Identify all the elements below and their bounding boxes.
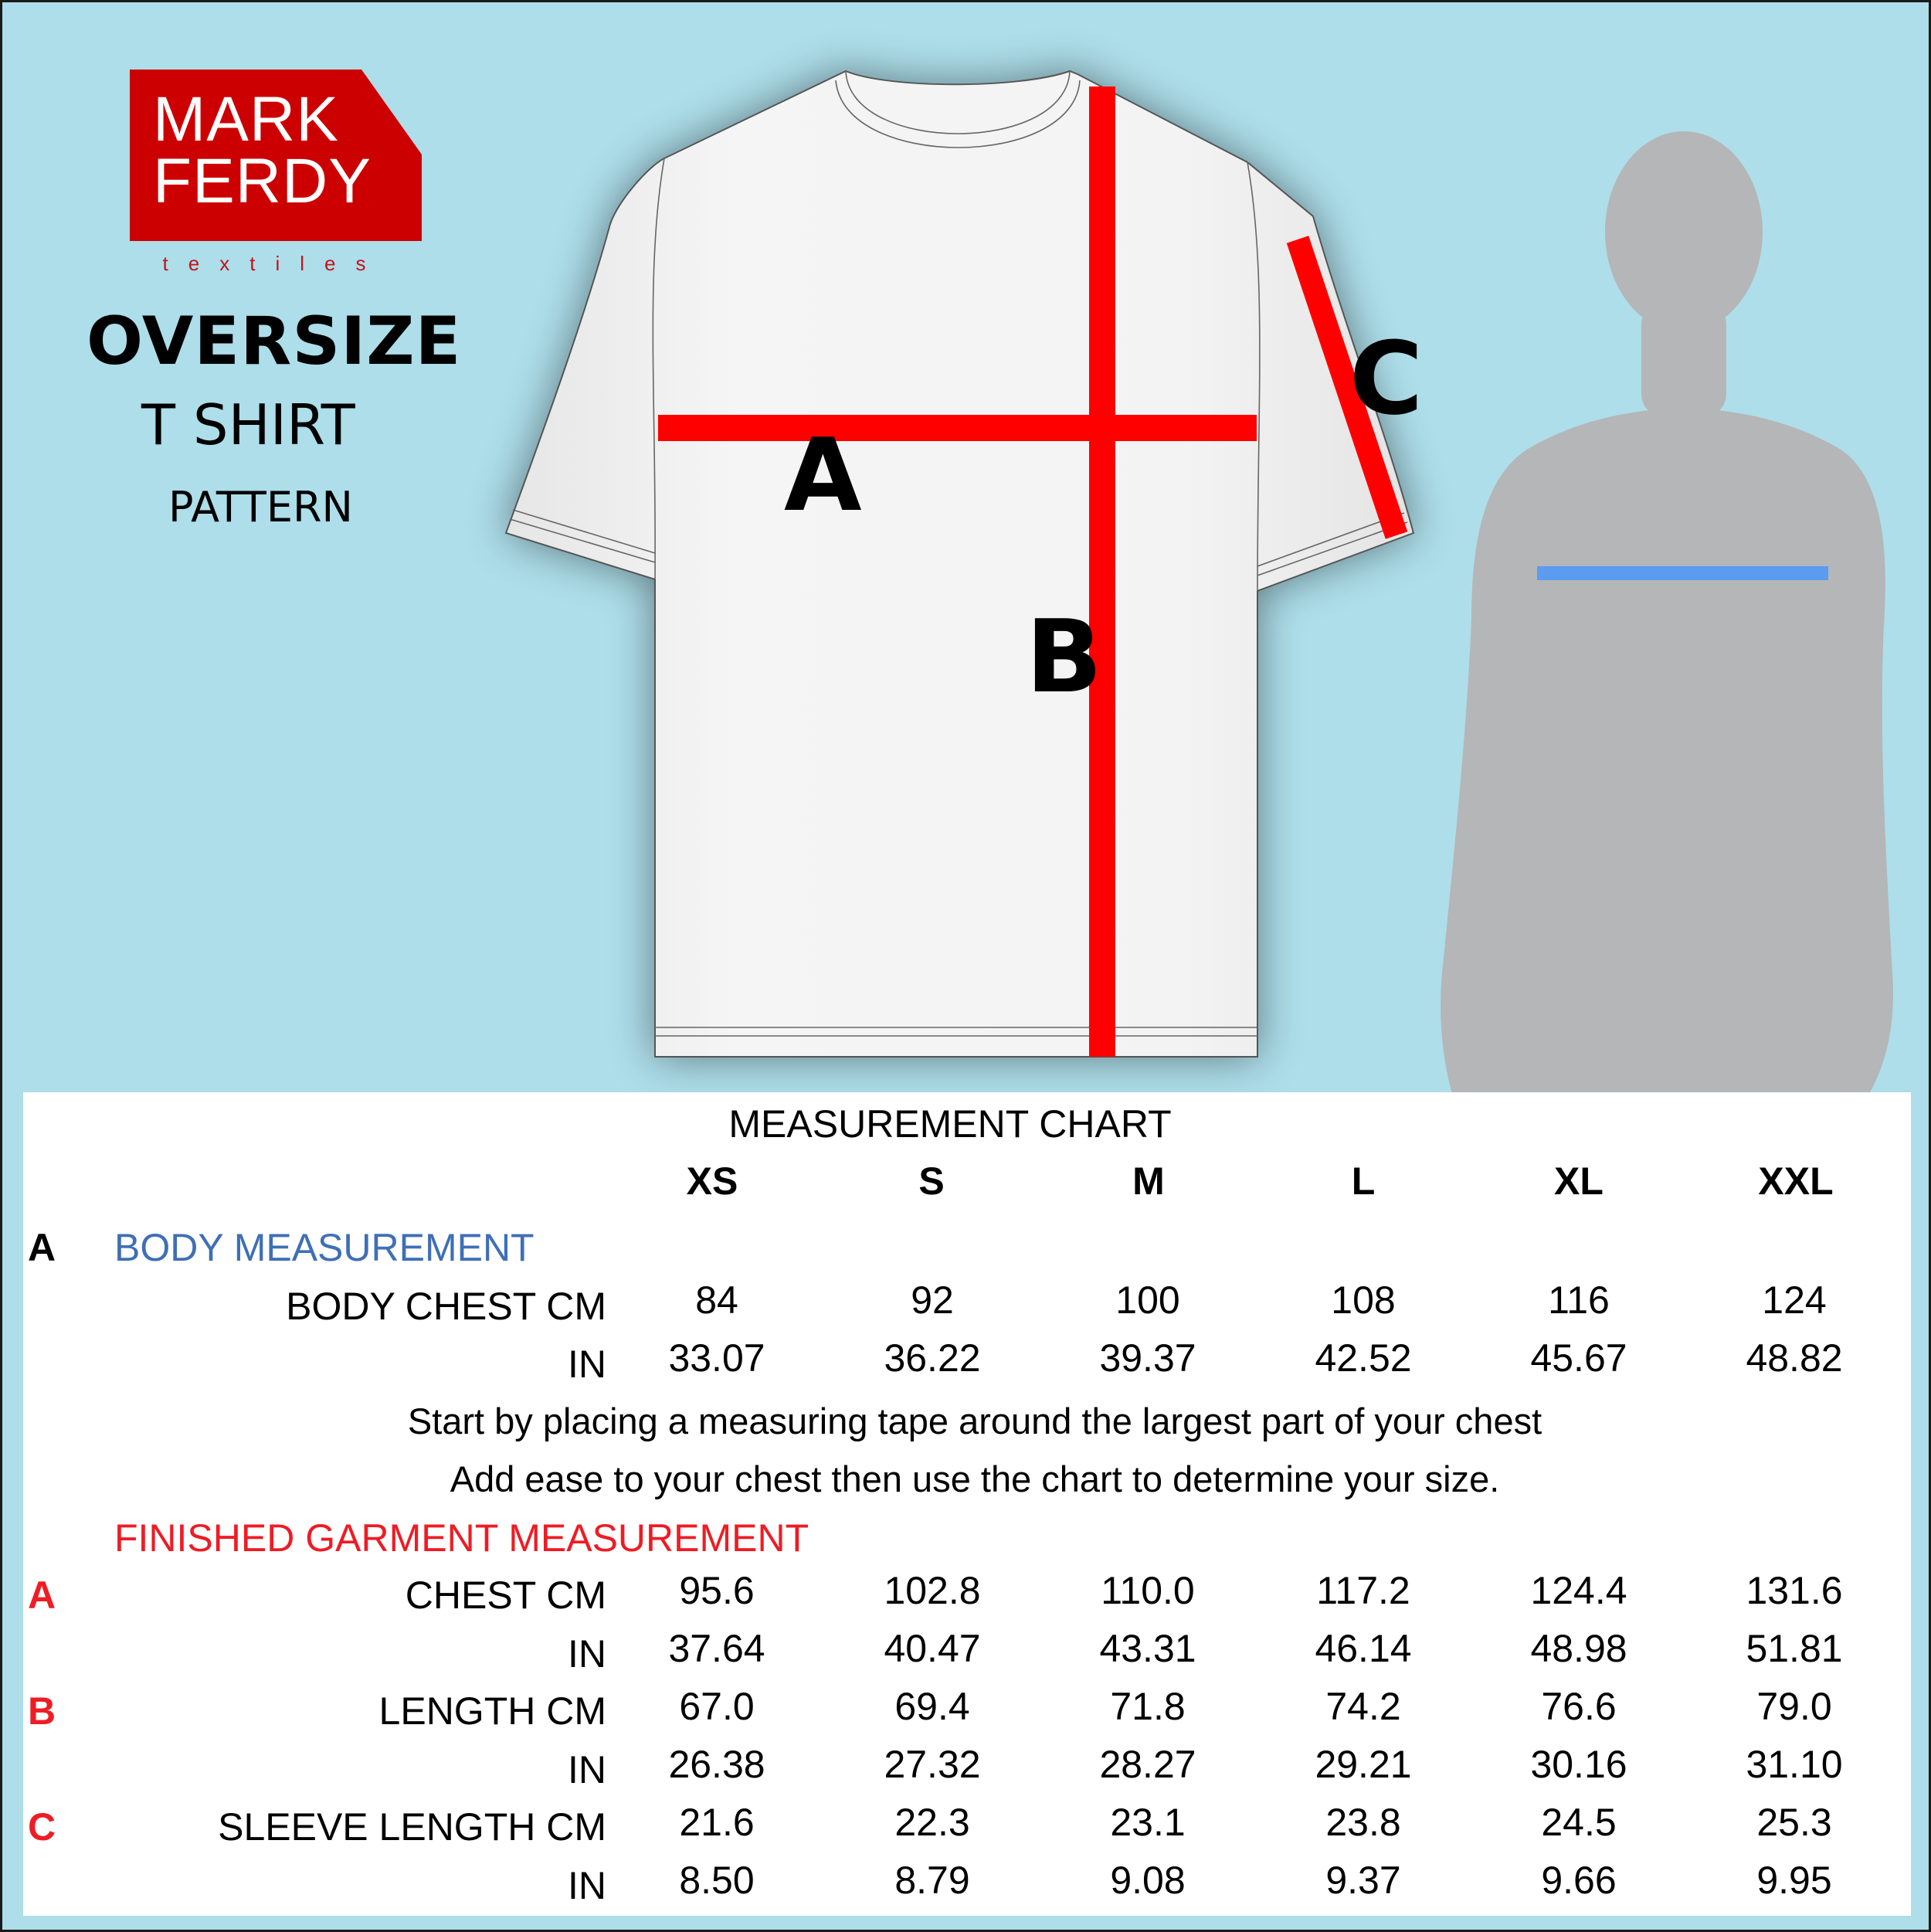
size-header-xl: XL: [1554, 1160, 1604, 1203]
value-cell: 43.31: [1099, 1627, 1196, 1670]
brand-line-2: FERDY: [153, 146, 372, 216]
value-cell: 30.16: [1530, 1743, 1627, 1786]
size-header-xxl: XXL: [1758, 1160, 1834, 1203]
finished-garment-heading: FINISHED GARMENT MEASUREMENT: [114, 1516, 809, 1560]
row-label-sleeve-cm: SLEEVE LENGTH CM: [218, 1805, 606, 1849]
value-cell: 24.5: [1541, 1801, 1617, 1844]
value-cell: 95.6: [679, 1569, 755, 1612]
value-cell: 33.07: [668, 1336, 765, 1380]
finished-letter-a: A: [28, 1574, 56, 1617]
brand-subtitle: textiles: [162, 252, 386, 275]
value-cell: 69.4: [894, 1685, 970, 1728]
value-cell: 29.21: [1315, 1743, 1412, 1786]
row-label-sleeve-in: IN: [568, 1864, 606, 1907]
size-header-m: M: [1132, 1160, 1165, 1203]
title-pattern: PATTERN: [168, 483, 353, 531]
value-cell: 84: [695, 1278, 738, 1322]
value-cell: 40.47: [884, 1627, 981, 1670]
value-cell: 26.38: [668, 1743, 765, 1786]
value-cell: 25.3: [1756, 1801, 1832, 1844]
value-cell: 9.37: [1325, 1859, 1401, 1902]
value-cell: 42.52: [1315, 1336, 1412, 1380]
size-header-l: L: [1351, 1160, 1376, 1203]
value-cell: 31.10: [1746, 1743, 1843, 1786]
value-cell: 22.3: [894, 1801, 970, 1844]
value-cell: 45.67: [1530, 1336, 1627, 1380]
value-cell: 100: [1115, 1278, 1180, 1322]
title-oversize: OVERSIZE: [87, 303, 462, 380]
row-label-chest-cm: CHEST CM: [405, 1574, 606, 1617]
value-cell: 51.81: [1746, 1627, 1843, 1670]
row-label-body-chest-in: IN: [568, 1343, 606, 1386]
value-cell: 116: [1548, 1278, 1610, 1322]
value-cell: 102.8: [884, 1569, 981, 1612]
value-cell: 9.66: [1541, 1859, 1617, 1902]
note-line-2: Add ease to your chest then use the chart to determine your size.: [450, 1458, 1500, 1499]
body-letter-a: A: [28, 1226, 56, 1269]
value-cell: 71.8: [1110, 1685, 1186, 1728]
value-cell: 79.0: [1756, 1685, 1832, 1728]
value-cell: 27.32: [884, 1743, 981, 1786]
value-cell: 39.37: [1099, 1336, 1196, 1380]
value-cell: 110.0: [1101, 1569, 1195, 1612]
value-cell: 8.79: [894, 1859, 970, 1902]
value-cell: 9.95: [1756, 1859, 1832, 1902]
value-cell: 67.0: [679, 1685, 755, 1728]
value-cell: 108: [1331, 1278, 1396, 1322]
chart-title: MEASUREMENT CHART: [728, 1102, 1172, 1146]
label-a: A: [784, 416, 862, 534]
label-b: B: [1026, 598, 1103, 715]
value-cell: 48.98: [1530, 1627, 1627, 1670]
value-cell: 124.4: [1530, 1569, 1627, 1612]
finished-letter-b: B: [28, 1689, 56, 1733]
label-c: C: [1349, 320, 1424, 437]
finished-letter-c: C: [28, 1805, 56, 1849]
value-cell: 8.50: [679, 1859, 755, 1902]
size-header-xs: XS: [686, 1160, 738, 1203]
value-cell: 37.64: [668, 1627, 765, 1670]
note-line-1: Start by placing a measuring tape around the largest part of your chest: [407, 1401, 1542, 1441]
size-header-s: S: [918, 1160, 945, 1203]
value-cell: 36.22: [884, 1336, 981, 1380]
brand-line-1: MARK: [153, 84, 339, 154]
value-cell: 46.14: [1315, 1627, 1412, 1670]
value-cell: 117.2: [1316, 1569, 1410, 1612]
row-label-body-chest-cm: BODY CHEST CM: [286, 1285, 606, 1328]
value-cell: 92: [911, 1278, 954, 1322]
value-cell: 48.82: [1746, 1336, 1843, 1380]
value-cell: 21.6: [679, 1801, 755, 1844]
value-cell: 23.8: [1325, 1801, 1401, 1844]
row-label-length-in: IN: [568, 1748, 606, 1791]
title-tshirt: T SHIRT: [141, 392, 355, 457]
value-cell: 74.2: [1325, 1685, 1401, 1728]
value-cell: 23.1: [1110, 1801, 1186, 1844]
row-label-chest-in: IN: [568, 1632, 606, 1676]
row-label-length-cm: LENGTH CM: [378, 1689, 606, 1733]
value-cell: 131.6: [1746, 1569, 1843, 1612]
value-cell: 76.6: [1541, 1685, 1617, 1728]
value-cell: 9.08: [1110, 1859, 1186, 1902]
body-measurement-heading: BODY MEASUREMENT: [114, 1226, 535, 1269]
value-cell: 124: [1762, 1278, 1827, 1322]
value-cell: 28.27: [1099, 1743, 1196, 1786]
